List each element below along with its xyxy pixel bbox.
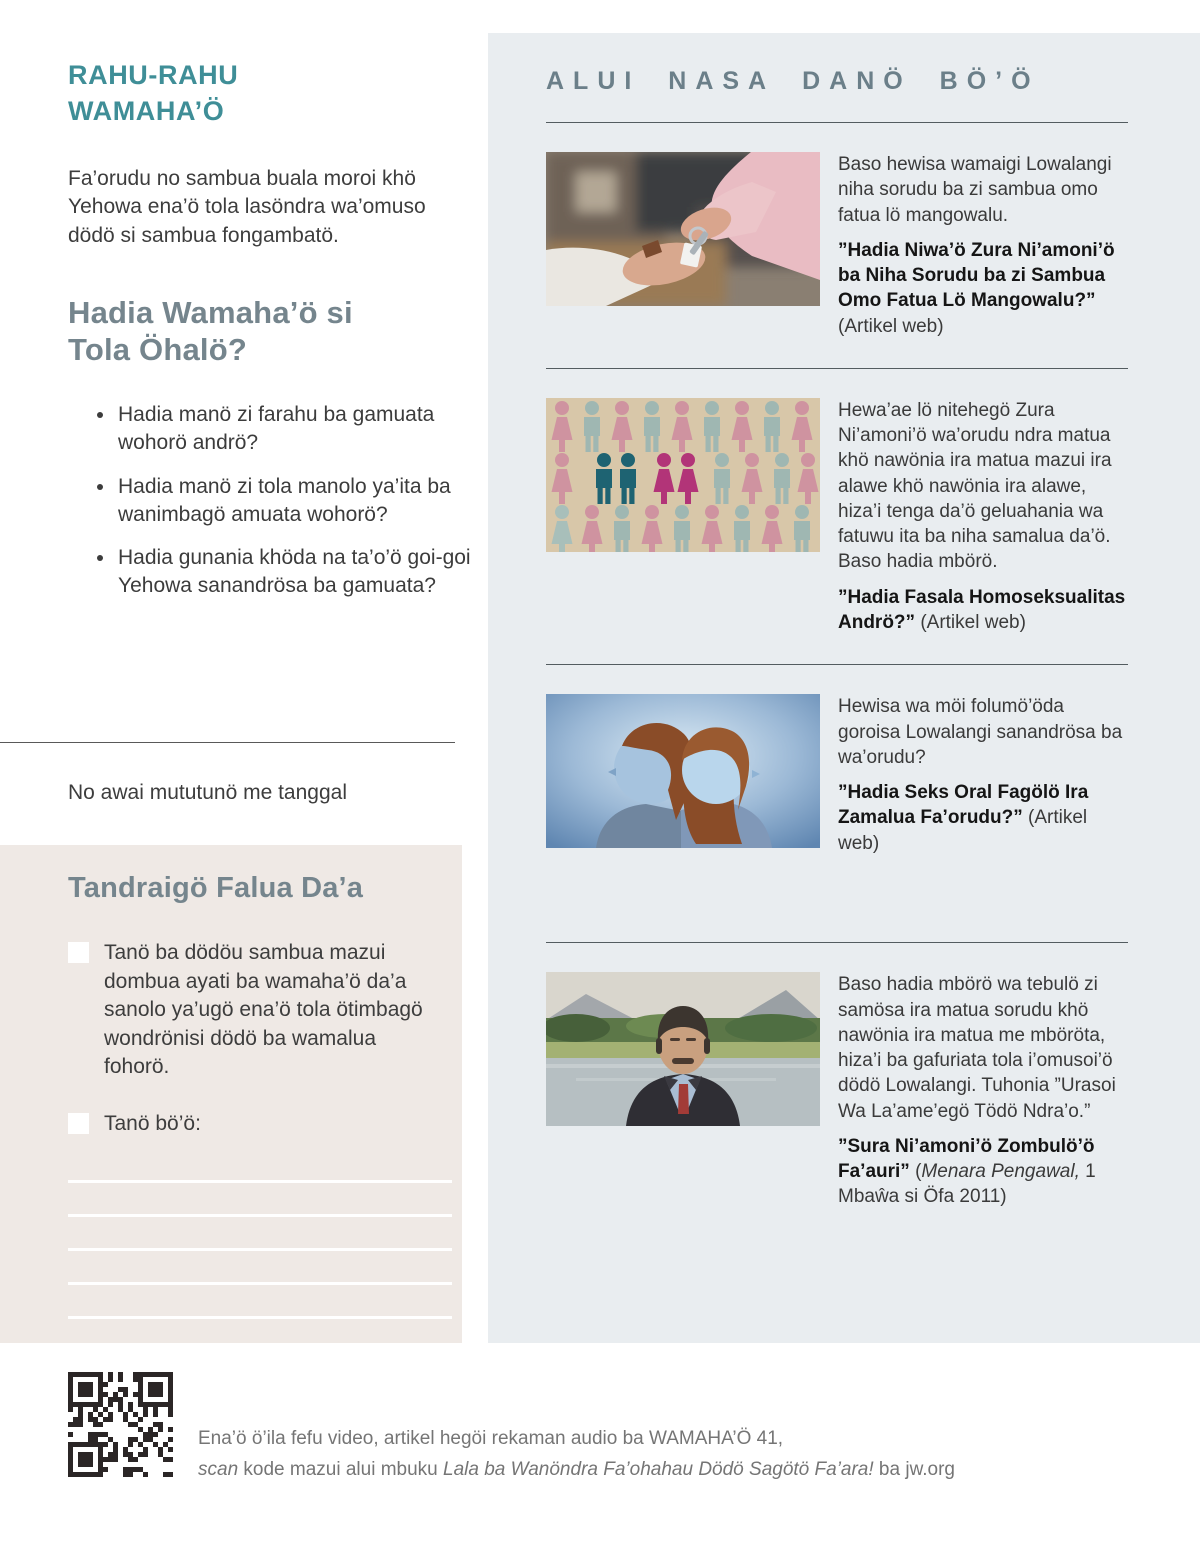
intro-paragraph: Fa’orudu no sambua buala moroi khö Yehowa ena’ö tola lasöndra wa’omuso dödö si sambua fongambatö. [68,167,426,247]
entry-body: Hewisa wa möi folumö’öda goroisa Lowalangi sanandrösa ba wa’orudu? [838,696,1123,768]
explore-more-panel [488,33,1200,1343]
entry-title [838,1134,1128,1210]
entry-body: Baso hadia mbörö wa tebulö zi samösa ira matua sorudu khö nawönia ira matua me mböröta, hiza’i ba gafuriata tola i’omusoi’ö dödö Lowalangi. Tuhonia ”Urasoi Wa La’ame’egö Tödö Ndra’o.” [838,974,1116,1122]
footer-site-segment: ba jw.org [873,1459,955,1480]
footer-book-title: Lala ba Wanöndra Fa’ohahau Dödö Sagötö Fa’ara! [443,1459,874,1480]
footer-scan-word: scan [198,1459,239,1480]
media-entry [546,665,1128,943]
entry-format-label: (Artikel web) [838,807,1088,854]
goal-item-label: Tanö bö’ö: [104,1111,201,1135]
footer-text-segment: kode mazui alui mbuku [238,1459,444,1480]
media-entry [546,943,1128,1238]
write-in-line[interactable] [68,1180,452,1183]
footer-line-2 [198,1454,998,1485]
entry-body: Baso hewisa wamaigi Lowalangi niha sorudu ba zi sambua omo fatua lö mangowalu. [838,154,1112,226]
media-entry [546,123,1128,369]
completion-date-note: No awai mututunö me tanggal [68,781,347,804]
goal-item [68,1110,452,1139]
write-in-area [68,1180,452,1319]
entry-body: Hewa’ae lö nitehegö Zura Ni’amoni’ö wa’orudu ndra matua khö nawönia ira matua mazui ira alawe khö nawönia ira alawe, hiza’i tenga da’ö geluahania wa fatuwu ita ba niha samalua da’ö. Baso hadia mbörö. [838,399,1112,573]
entry-text [838,694,1128,913]
goal-checkbox[interactable] [68,1113,89,1134]
left-divider [0,742,455,743]
media-entry [546,369,1128,665]
entry-source-publication: Menara Pengawal, [921,1161,1080,1183]
entry-title-text: ”Hadia Niwa’ö Zura Ni’amoni’ö ba Niha Sorudu ba zi Sambua Omo Fatua Lö Mangowalu?” [838,239,1115,312]
goal-checkbox[interactable] [68,942,89,963]
entry-title [838,780,1128,856]
illustration-pictogram-couples [546,398,820,552]
write-in-line[interactable] [68,1214,452,1217]
entry-text [838,972,1128,1209]
entry-source-date: 1 Mbaŵa si Öfa 2011) [838,1161,1096,1208]
qr-code [68,1372,173,1477]
questions-section-title: Hadia Wamaha’ö si Tola Öhalö? [68,294,353,368]
entry-title [838,238,1128,339]
goal-item-label: Tanö ba dödöu sambua mazui dombua ayati ba wamaha’ö da’a sanolo ya’ugö ena’ö tola ötimbagö wondrönisi dödö ba wamalua fohorö. [104,941,423,1079]
photo-handing-house-keys [546,152,820,306]
write-in-line[interactable] [68,1282,452,1285]
left-column [68,58,470,615]
entry-format-label: (Artikel web) [838,315,944,337]
entry-text [838,398,1128,635]
question-item: • Hadia manö zi tola manolo ya’ita ba wanimbagö amuata wohorö? [116,473,472,529]
photo-man-outdoors-portrait [546,972,820,1126]
goal-box-title: Tandraigö Falua Da’a [68,872,364,904]
write-in-line[interactable] [68,1316,452,1319]
entry-title-text: ”Sura Ni’amoni’ö Zombulö’ö Fa’auri” [838,1135,1095,1183]
entry-format-label: (Artikel web) [920,611,1026,633]
footer-note [198,1423,998,1485]
entry-title [838,585,1128,636]
entry-text [838,152,1128,339]
question-item: • Hadia manö zi farahu ba gamuata wohorö andrö? [116,401,472,457]
entry-source: ( [909,1161,922,1183]
panel-title: ALUI NASA DANÖ BÖ’Ö [546,67,1040,95]
footer-line-1: Ena’ö ö’ila fefu video, artikel hegöi rekaman audio ba WAMAHA’Ö 41, [198,1428,784,1449]
entry-title-text: ”Hadia Fasala Homoseksualitas Andrö?” [838,586,1126,633]
page-kicker: RAHU-RAHU WAMAHA’Ö [68,60,239,126]
goal-box [0,845,462,1343]
write-in-line[interactable] [68,1248,452,1251]
illustration-couple-back-to-back [546,694,820,848]
question-list [68,401,472,600]
entry-title-text: ”Hadia Seks Oral Fagölö Ira Zamalua Fa’orudu?” [838,782,1089,829]
goal-item [68,939,452,1082]
question-item: • Hadia gunania khöda na ta’o’ö goi-goi Yehowa sanandrösa ba gamuata? [116,544,472,600]
